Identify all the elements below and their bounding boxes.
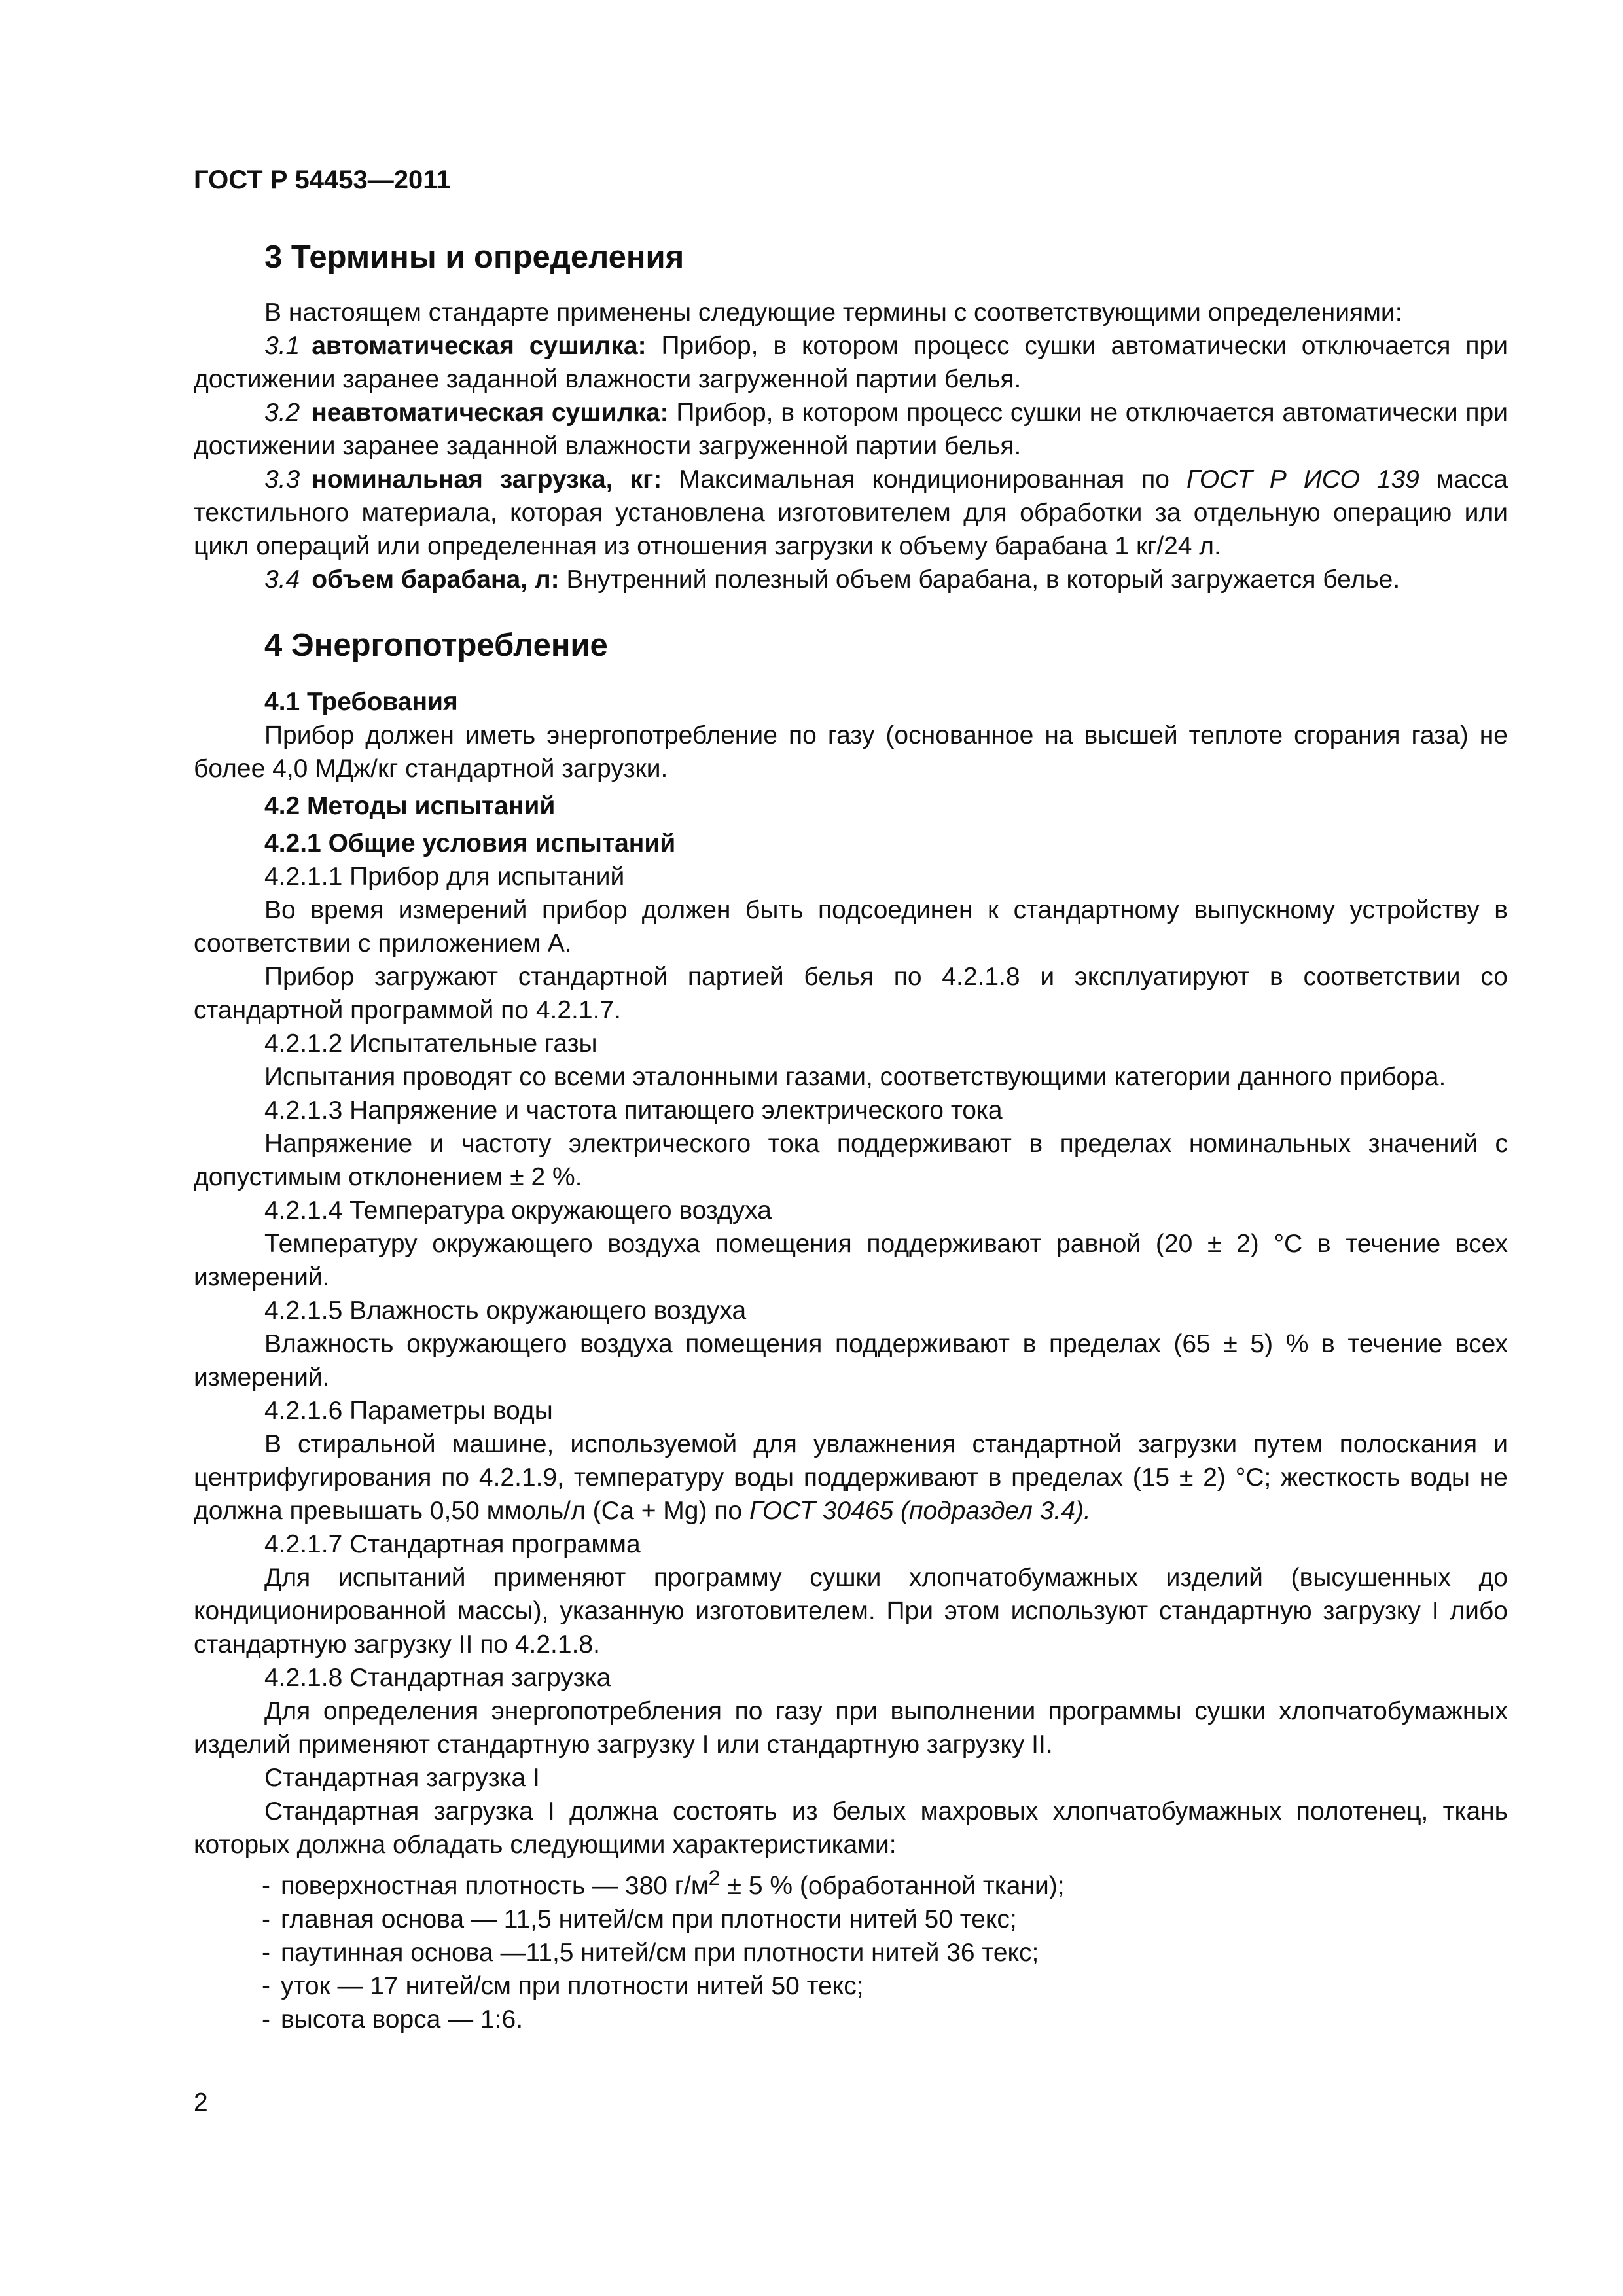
load-1-characteristics-list bbox=[194, 1861, 1508, 2036]
superscript: 2 bbox=[708, 1866, 721, 1890]
section-3-intro: В настоящем стандарте применены следующие термины с соответствующими определениями: bbox=[264, 298, 1402, 327]
subsection-4-2-1-title: 4.2.1 Общие условия испытаний bbox=[264, 829, 676, 857]
list-item-text: главная основа — 11,5 нитей/см при плотности нитей 50 текс; bbox=[281, 1905, 1017, 1933]
clause-4-2-1-3-text: Напряжение и частоту электрического тока поддерживают в пределах номинальных значений с допустимым отклонением ± 2 %. bbox=[194, 1130, 1508, 1191]
term-definition-continued: масса текстильного материала, которая установлена изготовителем для обработки за отдельную операцию или цикл операций или определенная из отношения загрузки к объему барабана 1 кг/24 л. bbox=[194, 465, 1508, 560]
clause-4-2-1-2-text: Испытания проводят со всеми эталонными газами, соответствующими категории данного прибора. bbox=[264, 1063, 1446, 1091]
list-item-text: уток — 17 нитей/см при плотности нитей 50 текс; bbox=[281, 1972, 864, 2000]
clause-4-2-1-6-text bbox=[194, 1427, 1508, 1528]
term-3-2 bbox=[194, 396, 1508, 463]
clause-4-2-1-5-title: 4.2.1.5 Влажность окружающего воздуха bbox=[264, 1297, 747, 1325]
term-name: объем барабана, л: bbox=[312, 565, 560, 594]
term-number: 3.1 bbox=[264, 332, 300, 360]
term-3-1 bbox=[194, 329, 1508, 396]
list-item bbox=[262, 1936, 1508, 1969]
list-item-text: паутинная основа —11,5 нитей/см при плотности нитей 36 текс; bbox=[281, 1939, 1039, 1967]
clause-4-2-1-8-text: Для определения энергопотребления по газу при выполнении программы сушки хлопчатобумажных изделий применяют стандартную загрузку I или стандартную загрузку II. bbox=[194, 1697, 1508, 1759]
subsection-4-1-title: 4.1 Требования bbox=[264, 688, 458, 716]
page-number: 2 bbox=[194, 2089, 208, 2117]
list-item-text: поверхностная плотность — 380 г/м bbox=[281, 1872, 709, 1900]
load-1-text: Стандартная загрузка I должна состоять из белых махровых хлопчатобумажных полотенец, ткань которых должна обладать следующими характеристиками: bbox=[194, 1797, 1508, 1859]
clause-4-2-1-7-text: Для испытаний применяют программу сушки хлопчатобумажных изделий (высушенных до кондиционированной массы), указанную изготовителем. При этом используют стандартную загрузку I либо стандартную загрузку II по 4.2.1.8. bbox=[194, 1564, 1508, 1659]
subsection-4-1-text: Прибор должен иметь энергопотребление по газу (основанное на высшей теплоте сгорания газа) не более 4,0 МДж/кг стандартной загрузки. bbox=[194, 721, 1508, 783]
clause-4-2-1-4-text: Температуру окружающего воздуха помещения поддерживают равной (20 ± 2) °С в течение всех измерений. bbox=[194, 1230, 1508, 1291]
term-definition: Внутренний полезный объем барабана, в который загружается белье. bbox=[566, 565, 1400, 594]
clause-4-2-1-6-title: 4.2.1.6 Параметры воды bbox=[264, 1397, 553, 1425]
clause-4-2-1-5-text: Влажность окружающего воздуха помещения поддерживают в пределах (65 ± 5) % в течение всех измерений. bbox=[194, 1330, 1508, 1391]
section-4-title: 4 Энергопотребление bbox=[264, 628, 608, 663]
list-dash: - bbox=[262, 1905, 270, 1933]
list-item bbox=[262, 2003, 1508, 2036]
clause-4-2-1-1-text-2: Прибор загружают стандартной партией белья по 4.2.1.8 и эксплуатируют в соответствии со стандартной программой по 4.2.1.7. bbox=[194, 963, 1508, 1024]
list-dash: - bbox=[262, 1939, 270, 1967]
term-definition: Максимальная кондиционированная по bbox=[679, 465, 1169, 493]
clause-4-2-1-1-text-1: Во время измерений прибор должен быть подсоединен к стандартному выпускному устройству в соответствии с приложением А. bbox=[194, 896, 1508, 958]
section-3-title: 3 Термины и определения bbox=[264, 240, 685, 275]
subsection-4-2-title: 4.2 Методы испытаний bbox=[264, 792, 556, 820]
clause-4-2-1-2-title: 4.2.1.2 Испытательные газы bbox=[264, 1030, 597, 1058]
standard-reference: ГОСТ Р ИСО 139 bbox=[1186, 465, 1419, 493]
term-number: 3.4 bbox=[264, 565, 300, 594]
list-dash: - bbox=[262, 2005, 270, 2034]
clause-4-2-1-7-title: 4.2.1.7 Стандартная программа bbox=[264, 1530, 641, 1558]
term-3-3 bbox=[194, 463, 1508, 563]
list-item bbox=[262, 1861, 1508, 1903]
term-definition: Прибор, в котором процесс сушки не отключается автоматически при достижении заранее заданной влажности загруженной партии белья. bbox=[194, 399, 1508, 460]
term-number: 3.3 bbox=[264, 465, 300, 493]
clause-4-2-1-8-title: 4.2.1.8 Стандартная загрузка bbox=[264, 1664, 611, 1692]
clause-4-2-1-3-title: 4.2.1.3 Напряжение и частота питающего электрического тока bbox=[264, 1096, 1003, 1124]
term-definition: Прибор, в котором процесс сушки автоматически отключается при достижении заранее заданной влажности загруженной партии белья. bbox=[194, 332, 1508, 393]
clause-4-2-1-4-title: 4.2.1.4 Температура окружающего воздуха bbox=[264, 1196, 772, 1225]
list-dash: - bbox=[262, 1872, 270, 1900]
list-item bbox=[262, 1903, 1508, 1936]
term-name: неавтоматическая сушилка: bbox=[312, 399, 669, 427]
term-name: номинальная загрузка, кг: bbox=[312, 465, 662, 493]
document-body bbox=[194, 237, 1508, 2036]
list-item-text: высота ворса — 1:6. bbox=[281, 2005, 524, 2034]
list-item-text: ± 5 % (обработанной ткани); bbox=[720, 1872, 1065, 1900]
standard-reference: ГОСТ 30465 (подраздел 3.4). bbox=[749, 1497, 1091, 1525]
term-number: 3.2 bbox=[264, 399, 300, 427]
load-1-title: Стандартная загрузка I bbox=[264, 1764, 540, 1792]
document-code: ГОСТ Р 54453—2011 bbox=[194, 166, 451, 194]
term-name: автоматическая сушилка: bbox=[312, 332, 647, 360]
clause-4-2-1-1-title: 4.2.1.1 Прибор для испытаний bbox=[264, 863, 625, 891]
list-dash: - bbox=[262, 1972, 270, 2000]
term-3-4 bbox=[194, 563, 1508, 596]
list-item bbox=[262, 1969, 1508, 2003]
clause-text: В стиральной машине, используемой для увлажнения стандартной загрузки путем полоскания и центрифугирования по 4.2.1.9, температуру воды поддерживают в пределах (15 ± 2) °С; жесткость воды не должна превышать 0,50 ммоль/л (Са + Mg) по bbox=[194, 1430, 1508, 1525]
